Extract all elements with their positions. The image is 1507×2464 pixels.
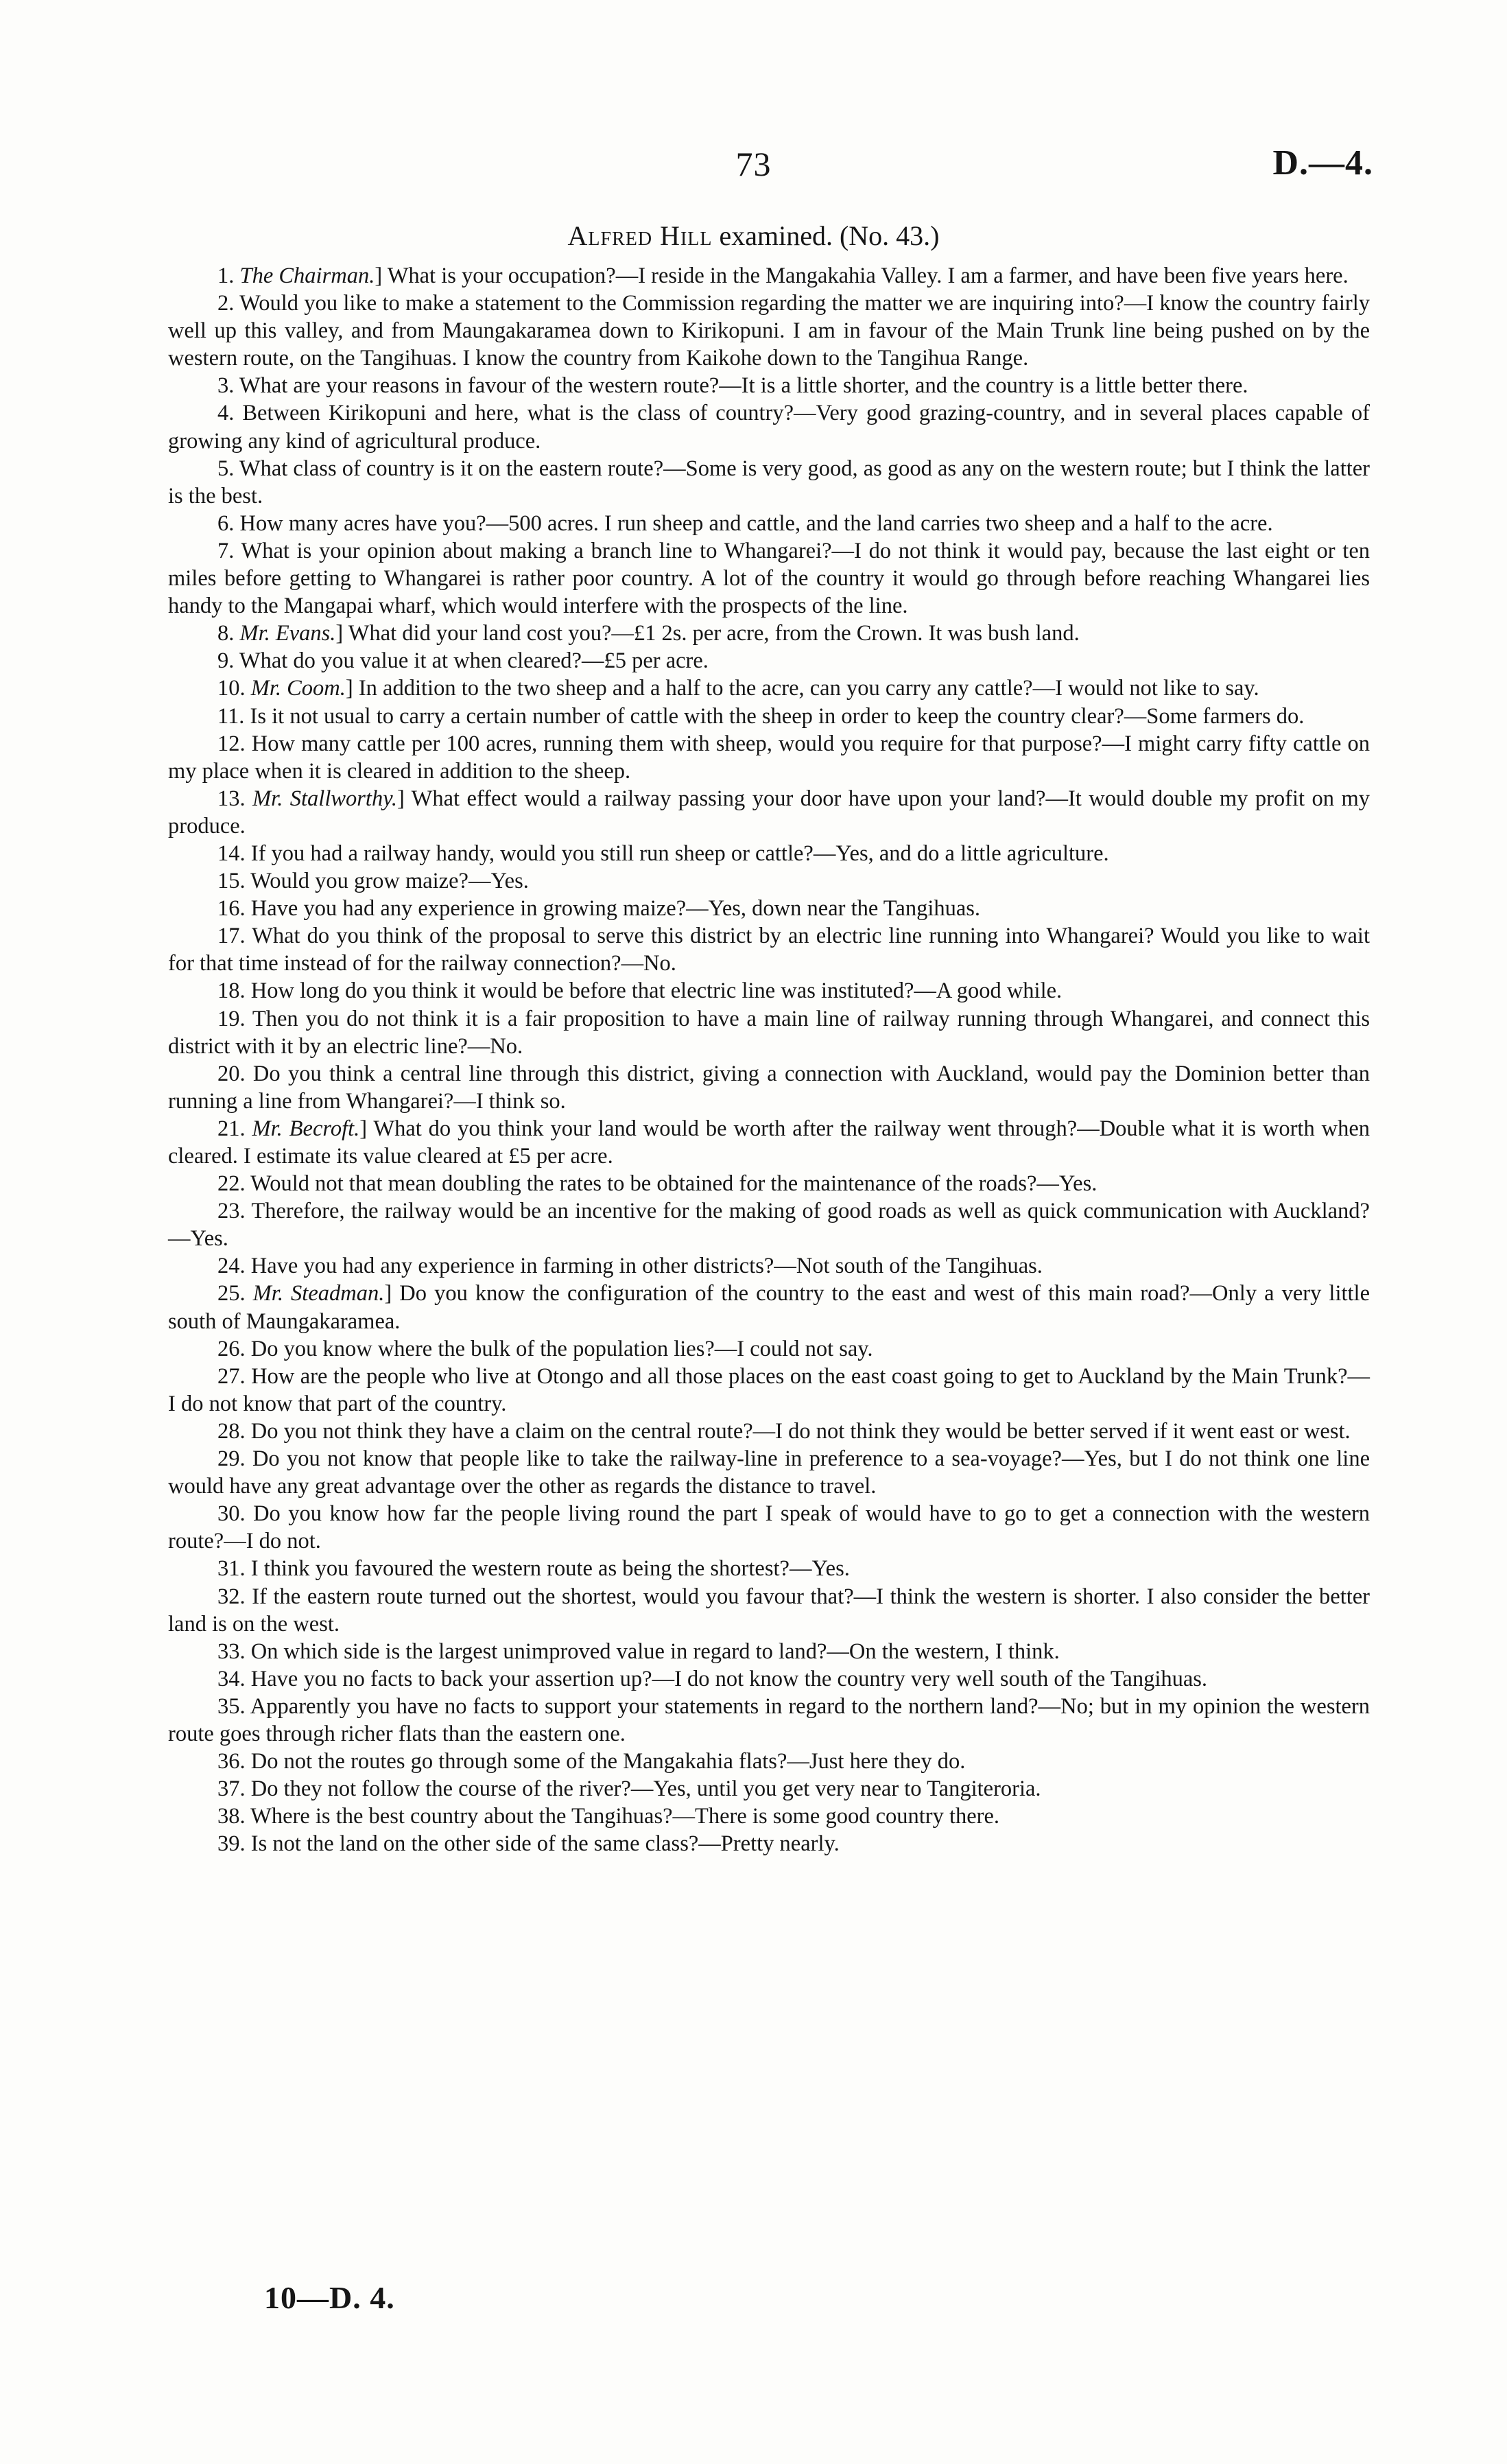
entry-text: Between Kirikopuni and here, what is the class of country?—Very good grazing-country, and in several places capable of growing any kind of agricultural produce. (168, 401, 1370, 454)
qa-entry: 13. Mr. Stallworthy.] What effect would a railway passing your door have upon your land?—It would double my profit on my produce. (168, 786, 1370, 838)
qa-entry (168, 1005, 1370, 1060)
entry-number: 36. (217, 1749, 246, 1774)
entry-number: 14. (217, 841, 246, 866)
entry-text: Apparently you have no facts to support your statements in regard to the northern land?—No; but in my opinion the western route goes through richer flats than the eastern one. (168, 1693, 1370, 1746)
section-heading (0, 220, 1507, 252)
entry-number: 23. (217, 1199, 246, 1224)
entry-text: What do you think of the proposal to serve this district by an electric line running into Whangarei? Would you like to wait for that time instead of for the railway connection?—No. (168, 924, 1370, 976)
qa-entry (168, 455, 1370, 510)
qa-entry (168, 537, 1370, 620)
qa-entry (168, 1252, 1370, 1280)
qa-entry: 8. Mr. Evans.] What did your land cost you?—£1 2s. per acre, from the Crown. It was bush land. (217, 621, 1080, 646)
entry-text: What is your occupation?—I reside in the Mangakahia Valley. I am a farmer, and have been five years here. (387, 263, 1349, 288)
qa-entry (168, 1803, 1370, 1830)
entry-number: 4. (217, 401, 235, 426)
entry-number: 11. (217, 703, 245, 729)
qa-entry (168, 372, 1370, 399)
testimony-body (168, 262, 1370, 1857)
entry-number: 8. (217, 621, 235, 646)
entry-number: 39. (217, 1831, 246, 1857)
qa-entry (168, 399, 1370, 454)
qa-entry (168, 1830, 1370, 1857)
qa-entry (168, 290, 1370, 372)
entry-number: 12. (217, 731, 246, 756)
qa-entry (168, 1335, 1370, 1363)
entry-number: 5. (217, 456, 235, 481)
qa-entry (168, 730, 1370, 785)
entry-text: Would you grow maize?—Yes. (250, 869, 529, 894)
entry-text: How many cattle per 100 acres, running them with sheep, would you require for that purpose?—I might carry fifty cattle on my place when it is cleared in addition to the sheep. (168, 731, 1370, 784)
entry-text: What did your land cost you?—£1 2s. per acre, from the Crown. It was bush land. (348, 621, 1080, 646)
speaker-name: Mr. Steadman. (252, 1281, 385, 1306)
entry-number: 6. (217, 511, 235, 536)
entry-text: Do you know the configuration of the country to the east and west of this main road?—Only a very little south of Maungakaramea. (168, 1281, 1370, 1334)
entry-number: 21. (217, 1116, 246, 1141)
qa-entry (168, 1197, 1370, 1252)
heading-rest: examined. (No. 43.) (712, 220, 940, 251)
entry-number: 30. (217, 1501, 246, 1527)
qa-entry (168, 1748, 1370, 1775)
entry-number: 2. (217, 291, 235, 316)
sheet-signature: 10—D. 4. (264, 2280, 395, 2315)
entry-number: 18. (217, 978, 246, 1004)
entry-number: 35. (217, 1693, 246, 1719)
witness-name: Alfred Hill (567, 220, 713, 251)
entry-number: 38. (217, 1804, 246, 1829)
entry-text: In addition to the two sheep and a half to the acre, can you carry any cattle?—I would not like to say. (358, 676, 1259, 701)
entry-number: 1. (217, 263, 235, 288)
entry-text: Would not that mean doubling the rates to be obtained for the maintenance of the roads?—Yes. (250, 1171, 1097, 1197)
qa-entry (168, 1500, 1370, 1555)
entry-number: 28. (217, 1418, 246, 1444)
qa-entry (168, 1418, 1370, 1445)
entry-text: Then you do not think it is a fair proposition to have a main line of railway running through Whangarei, and connect this district with it by an electric line?—No. (168, 1006, 1370, 1059)
qa-entry (168, 1665, 1370, 1693)
entry-text: Is not the land on the other side of the same class?—Pretty nearly. (250, 1831, 840, 1857)
entry-text: I think you favoured the western route as being the shortest?—Yes. (250, 1556, 850, 1582)
document-code: D.—4. (1272, 143, 1373, 183)
qa-entry (168, 1583, 1370, 1638)
entry-number: 27. (217, 1363, 246, 1389)
entry-text: If the eastern route turned out the shortest, would you favour that?—I think the western is shorter. I also consider the better land is on the west. (168, 1584, 1370, 1636)
qa-entry (168, 510, 1370, 537)
qa-entry (168, 1363, 1370, 1418)
entry-text: What effect would a railway passing your door have upon your land?—It would double my profit on my produce. (168, 786, 1370, 838)
entry-number: 33. (217, 1639, 246, 1664)
qa-entry (168, 1693, 1370, 1748)
entry-text: Do you not know that people like to take the railway-line in preference to a sea-voyage?—Yes, but I do not think one line would have any great advantage over the other as regards the distance to travel. (168, 1446, 1370, 1499)
entry-number: 9. (217, 648, 235, 674)
entry-number: 20. (217, 1061, 246, 1086)
qa-entry: 21. Mr. Becroft.] What do you think your land would be worth after the railway went through?—Double what it is worth when cleared. I estimate its value cleared at £5 per acre. (168, 1116, 1370, 1169)
qa-entry (168, 703, 1370, 730)
entry-text: Have you had any experience in growing maize?—Yes, down near the Tangihuas. (250, 896, 981, 922)
qa-entry (168, 867, 1370, 895)
qa-entry: 25. Mr. Steadman.] Do you know the configuration of the country to the east and west of this main road?—Only a very little south of Maungakaramea. (168, 1281, 1370, 1334)
entry-text: Therefore, the railway would be an incentive for the making of good roads as well as quick communication with Auckland?—Yes. (168, 1199, 1370, 1252)
qa-entry (168, 1060, 1370, 1115)
speaker-name: Mr. Coom. (250, 676, 346, 701)
speaker-name: Mr. Stallworthy. (252, 786, 397, 811)
entry-text: Do not the routes go through some of the Mangakahia flats?—Just here they do. (250, 1749, 966, 1774)
entry-number: 15. (217, 869, 246, 894)
qa-entry (168, 1775, 1370, 1803)
entry-number: 16. (217, 896, 246, 922)
entry-text: How long do you think it would be before that electric line was instituted?—A good while. (250, 978, 1063, 1004)
qa-entry (168, 1638, 1370, 1665)
entry-text: Do you know where the bulk of the population lies?—I could not say. (250, 1336, 873, 1361)
entry-number: 3. (217, 373, 235, 399)
entry-text: On which side is the largest unimproved value in regard to land?—On the western, I think. (250, 1639, 1060, 1664)
qa-entry: 10. Mr. Coom.] In addition to the two sheep and a half to the acre, can you carry any cattle?—I would not like to say. (217, 676, 1259, 701)
entry-number: 34. (217, 1666, 246, 1691)
qa-entry (168, 840, 1370, 867)
entry-text: What is your opinion about making a branch line to Whangarei?—I do not think it would pay, because the last eight or ten miles before getting to Whangarei is rather poor country. A lot of the country it would go through before reaching Whangarei lies handy to the Mangapai wharf, which would interfere with the prospects of the line. (168, 538, 1370, 619)
entry-text: How many acres have you?—500 acres. I run sheep and cattle, and the land carries two sheep and a half to the acre. (239, 511, 1273, 536)
entry-text: If you had a railway handy, would you still run sheep or cattle?—Yes, and do a little agriculture. (250, 841, 1109, 866)
speaker-name: Mr. Becroft. (252, 1116, 360, 1141)
entry-text: Do you think a central line through this district, giving a connection with Auckland, would pay the Dominion better than running a line from Whangarei?—I think so. (168, 1061, 1370, 1114)
entry-text: Is it not usual to carry a certain number of cattle with the sheep in order to keep the country clear?—Some farmers do. (250, 703, 1305, 729)
entry-number: 29. (217, 1446, 246, 1472)
entry-text: Where is the best country about the Tangihuas?—There is some good country there. (250, 1804, 1000, 1829)
entry-text: Do you know how far the people living round the part I speak of would have to go to get a connection with the western route?—I do not. (168, 1501, 1370, 1554)
entry-text: Have you had any experience in farming in other districts?—Not south of the Tangihuas. (250, 1254, 1043, 1279)
entry-number: 32. (217, 1584, 246, 1609)
entry-number: 24. (217, 1254, 246, 1279)
entry-number: 37. (217, 1776, 246, 1802)
speaker-name: Mr. Evans. (239, 621, 336, 646)
entry-number: 7. (217, 538, 235, 563)
entry-text: Would you like to make a statement to the Commission regarding the matter we are inquiring into?—I know the country fairly well up this valley, and from Maungakaramea down to Kirikopuni. I am in favour of the Main Trunk line being pushed on by the western route, on the Tangihuas. I know the country from Kaikohe down to the Tangihua Range. (168, 291, 1370, 371)
entry-number: 31. (217, 1556, 246, 1582)
qa-entry (168, 922, 1370, 977)
qa-entry (168, 895, 1370, 922)
qa-entry (168, 1555, 1370, 1582)
entry-text: What do you think your land would be worth after the railway went through?—Double what it is worth when cleared. I estimate its value cleared at £5 per acre. (168, 1116, 1370, 1169)
speaker-name: The Chairman. (239, 263, 375, 288)
entry-text: What class of country is it on the eastern route?—Some is very good, as good as any on the western route; but I think the latter is the best. (168, 456, 1370, 508)
entry-text: What do you value it at when cleared?—£5 per acre. (239, 648, 709, 674)
qa-entry (168, 1445, 1370, 1500)
entry-number: 13. (217, 786, 246, 811)
entry-text: Do you not think they have a claim on the central route?—I do not think they would be better served if it went east or west. (250, 1418, 1351, 1444)
qa-entry (168, 977, 1370, 1005)
entry-text: Do they not follow the course of the river?—Yes, until you get very near to Tangiteroria. (250, 1776, 1041, 1802)
entry-number: 25. (217, 1281, 246, 1306)
entry-number: 17. (217, 924, 246, 949)
entry-number: 19. (217, 1006, 246, 1031)
entry-text: Have you no facts to back your assertion up?—I do not know the country very well south of the Tangihuas. (250, 1666, 1208, 1691)
entry-text: What are your reasons in favour of the western route?—It is a little shorter, and the country is a little better there. (239, 373, 1248, 399)
entry-text: How are the people who live at Otongo and all those places on the east coast going to get to Auckland by the Main Trunk?—I do not know that part of the country. (168, 1363, 1370, 1416)
entry-number: 22. (217, 1171, 246, 1197)
entry-number: 26. (217, 1336, 246, 1361)
qa-entry (168, 1170, 1370, 1197)
entry-number: 10. (217, 676, 246, 701)
qa-entry: 1. The Chairman.] What is your occupation?—I reside in the Mangakahia Valley. I am a farmer, and have been five years here. (217, 263, 1349, 288)
qa-entry (168, 647, 1370, 674)
page-number: 73 (735, 145, 772, 183)
